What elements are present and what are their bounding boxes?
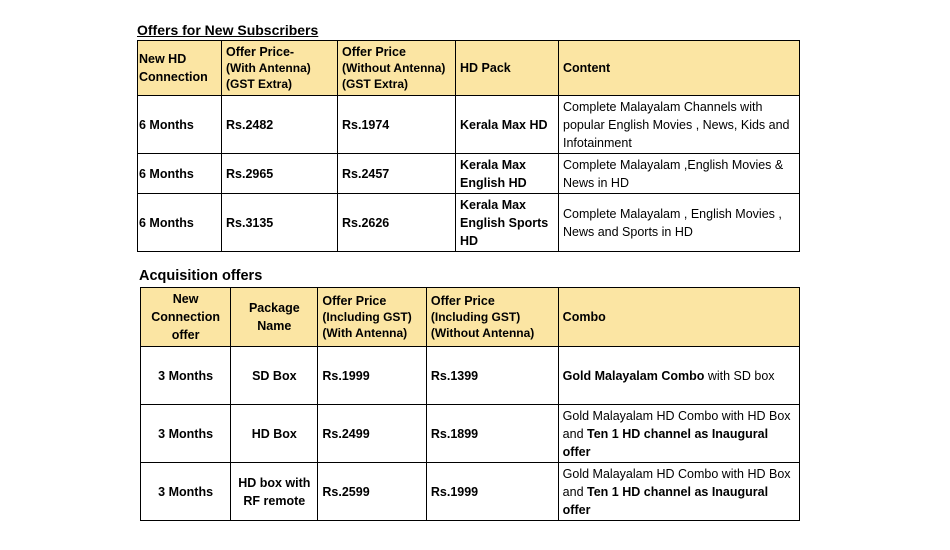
header-content: Content <box>559 41 800 96</box>
row-duration: 6 Months <box>138 194 222 252</box>
header-package: Package Name <box>231 288 318 347</box>
header-combo: Combo <box>558 288 799 347</box>
row-with-antenna-price: Rs.2599 <box>318 463 426 521</box>
row-without-antenna-price: Rs.2626 <box>338 194 456 252</box>
row-with-antenna-price: Rs.2482 <box>222 96 338 154</box>
table-row <box>141 463 800 521</box>
row-duration: 3 Months <box>141 405 231 463</box>
row-combo: Gold Malayalam HD Combo with HD Box and Ten 1 HD channel as Inaugural offer <box>558 463 799 521</box>
header-without-antenna: Offer Price (Including GST) (Without Antenna) <box>426 288 558 347</box>
row-duration: 3 Months <box>141 463 231 521</box>
row-package: HD Box <box>231 405 318 463</box>
row-package: SD Box <box>231 347 318 405</box>
header-connection: New HD Connection <box>138 41 222 96</box>
table-row <box>141 405 800 463</box>
row-without-antenna-price: Rs.2457 <box>338 154 456 194</box>
header-hd-pack: HD Pack <box>456 41 559 96</box>
row-without-antenna-price: Rs.1899 <box>426 405 558 463</box>
row-with-antenna-price: Rs.1999 <box>318 347 426 405</box>
row-combo: Gold Malayalam Combo with SD box <box>558 347 799 405</box>
table-row <box>138 194 800 252</box>
row-with-antenna-price: Rs.2965 <box>222 154 338 194</box>
row-hd-pack: Kerala Max English Sports HD <box>456 194 559 252</box>
new-subscribers-title: Offers for New Subscribers <box>137 22 319 38</box>
row-package: HD box with RF remote <box>231 463 318 521</box>
row-hd-pack: Kerala Max HD <box>456 96 559 154</box>
row-without-antenna-price: Rs.1399 <box>426 347 558 405</box>
header-offer: New Connection offer <box>141 288 231 347</box>
row-with-antenna-price: Rs.3135 <box>222 194 338 252</box>
table-row <box>138 96 800 154</box>
acquisition-offers-table <box>140 287 800 521</box>
table-row <box>141 347 800 405</box>
row-content: Complete Malayalam ,English Movies & News in HD <box>559 154 800 194</box>
row-without-antenna-price: Rs.1974 <box>338 96 456 154</box>
table-header-row <box>138 41 800 96</box>
table-row <box>138 154 800 194</box>
row-combo: Gold Malayalam HD Combo with HD Box and Ten 1 HD channel as Inaugural offer <box>558 405 799 463</box>
row-hd-pack: Kerala Max English HD <box>456 154 559 194</box>
acquisition-offers-title: Acquisition offers <box>139 268 263 284</box>
header-with-antenna: Offer Price- (With Antenna) (GST Extra) <box>222 41 338 96</box>
header-with-antenna: Offer Price (Including GST) (With Antenna) <box>318 288 426 347</box>
row-with-antenna-price: Rs.2499 <box>318 405 426 463</box>
header-without-antenna: Offer Price (Without Antenna) (GST Extra) <box>338 41 456 96</box>
row-without-antenna-price: Rs.1999 <box>426 463 558 521</box>
row-duration: 6 Months <box>138 96 222 154</box>
new-subscribers-table <box>137 40 800 252</box>
row-duration: 6 Months <box>138 154 222 194</box>
row-content: Complete Malayalam Channels with popular English Movies , News, Kids and Infotainment <box>559 96 800 154</box>
table-header-row <box>141 288 800 347</box>
row-content: Complete Malayalam , English Movies , News and Sports in HD <box>559 194 800 252</box>
row-duration: 3 Months <box>141 347 231 405</box>
